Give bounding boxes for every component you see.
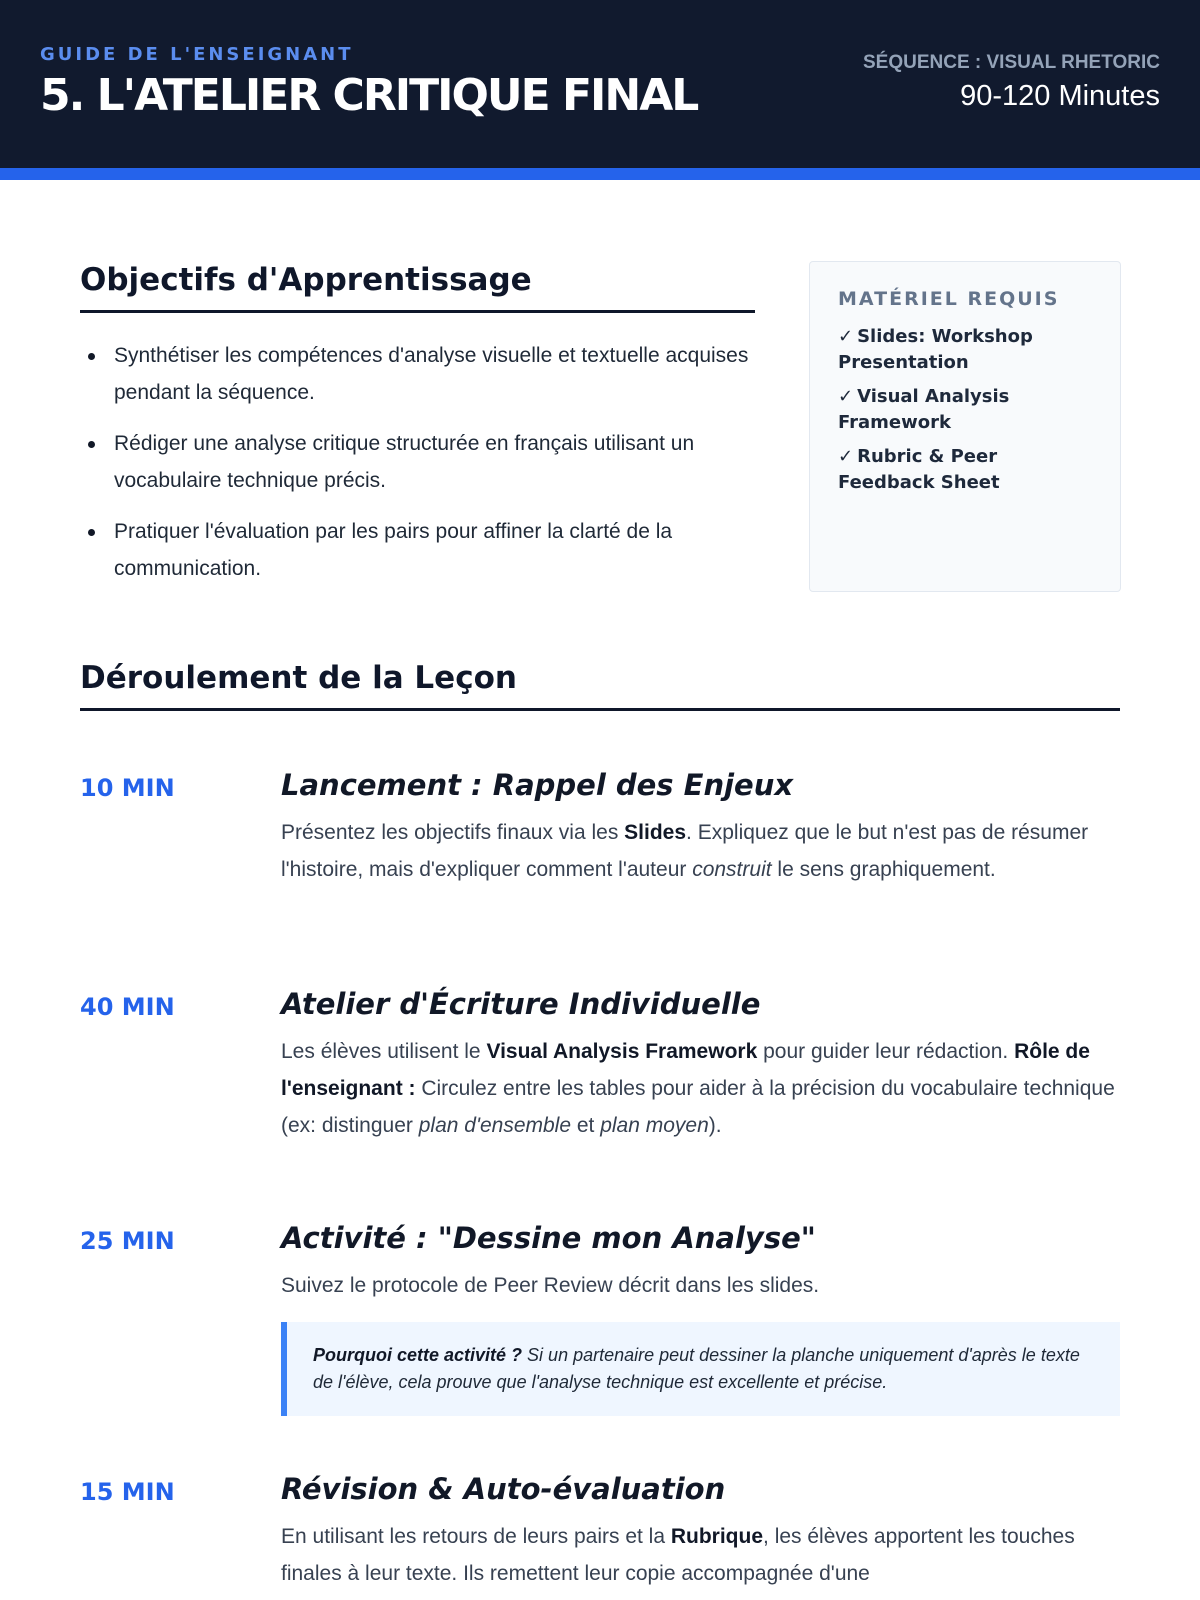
sequence-label: SÉQUENCE : VISUAL RHETORIC bbox=[862, 52, 1160, 73]
callout-text: Si un partenaire peut dessiner la planche uniquement d'après le texte de l'élève, cela prouve que l'analyse technique est excellente et précise. bbox=[313, 1345, 1080, 1392]
lesson-step bbox=[80, 1472, 1120, 1592]
duration-label: 90-120 Minutes bbox=[960, 80, 1160, 112]
step-title: Révision & Auto-évaluation bbox=[281, 1472, 726, 1506]
material-label: Slides: Workshop Presentation bbox=[838, 326, 1033, 373]
step-text: En utilisant les retours de leurs pairs et la Rubrique, les élèves apportent les touches finales à leur texte. Ils remettent leur copie accompagnée d'une bbox=[281, 1525, 1075, 1585]
step-text: Les élèves utilisent le Visual Analysis Framework pour guider leur rédaction. Rôle de l'enseignant : Circulez entre les tables pour aider à la précision du vocabulaire technique (ex: distinguer plan d'ensemble et plan moyen). bbox=[281, 1040, 1115, 1137]
objective-item: Synthétiser les compétences d'analyse visuelle et textuelle acquises pendant la séquence. bbox=[80, 337, 755, 411]
step-title: Atelier d'Écriture Individuelle bbox=[281, 987, 761, 1021]
objectives-section bbox=[80, 262, 755, 601]
step-time: 40 MIN bbox=[80, 993, 175, 1021]
objective-item: Pratiquer l'évaluation par les pairs pour affiner la clarté de la communication. bbox=[80, 513, 755, 587]
page-title: 5. L'ATELIER CRITIQUE FINAL bbox=[40, 70, 698, 121]
check-icon: ✓ bbox=[838, 386, 854, 407]
objectives-list bbox=[80, 337, 755, 587]
step-body bbox=[281, 1221, 1120, 1416]
step-title: Activité : "Dessine mon Analyse" bbox=[281, 1221, 816, 1255]
objective-item: Rédiger une analyse critique structurée en français utilisant un vocabulaire technique précis. bbox=[80, 425, 755, 499]
lesson-step bbox=[80, 768, 1120, 987]
step-body bbox=[281, 768, 1120, 888]
material-label: Visual Analysis Framework bbox=[838, 386, 1010, 433]
step-title: Lancement : Rappel des Enjeux bbox=[281, 768, 794, 802]
lesson-steps bbox=[80, 768, 1120, 1592]
objectives-title: Objectifs d'Apprentissage bbox=[80, 262, 755, 313]
callout-box bbox=[281, 1322, 1120, 1416]
check-icon: ✓ bbox=[838, 326, 854, 347]
step-body bbox=[281, 1472, 1120, 1592]
check-icon: ✓ bbox=[838, 446, 854, 467]
lesson-section bbox=[80, 660, 1120, 711]
header-eyebrow: GUIDE DE L'ENSEIGNANT bbox=[40, 44, 354, 65]
materials-title: MATÉRIEL REQUIS bbox=[838, 288, 1060, 310]
materials-box bbox=[809, 261, 1121, 592]
callout-label: Pourquoi cette activité ? bbox=[313, 1345, 523, 1365]
step-time: 25 MIN bbox=[80, 1227, 175, 1255]
page-header bbox=[0, 0, 1200, 180]
step-time: 15 MIN bbox=[80, 1478, 175, 1506]
material-item bbox=[838, 324, 1092, 376]
material-item bbox=[838, 384, 1092, 436]
step-text: Présentez les objectifs finaux via les Slides. Expliquez que le but n'est pas de résumer l'histoire, mais d'expliquer comment l'auteur construit le sens graphiquement. bbox=[281, 821, 1089, 881]
step-body bbox=[281, 987, 1120, 1144]
material-item bbox=[838, 444, 1092, 496]
lesson-title: Déroulement de la Leçon bbox=[80, 660, 1120, 711]
lesson-step bbox=[80, 1221, 1120, 1472]
step-time: 10 MIN bbox=[80, 774, 175, 802]
material-label: Rubric & Peer Feedback Sheet bbox=[838, 446, 1000, 493]
lesson-step bbox=[80, 987, 1120, 1221]
step-text: Suivez le protocole de Peer Review décrit dans les slides. bbox=[281, 1274, 820, 1297]
